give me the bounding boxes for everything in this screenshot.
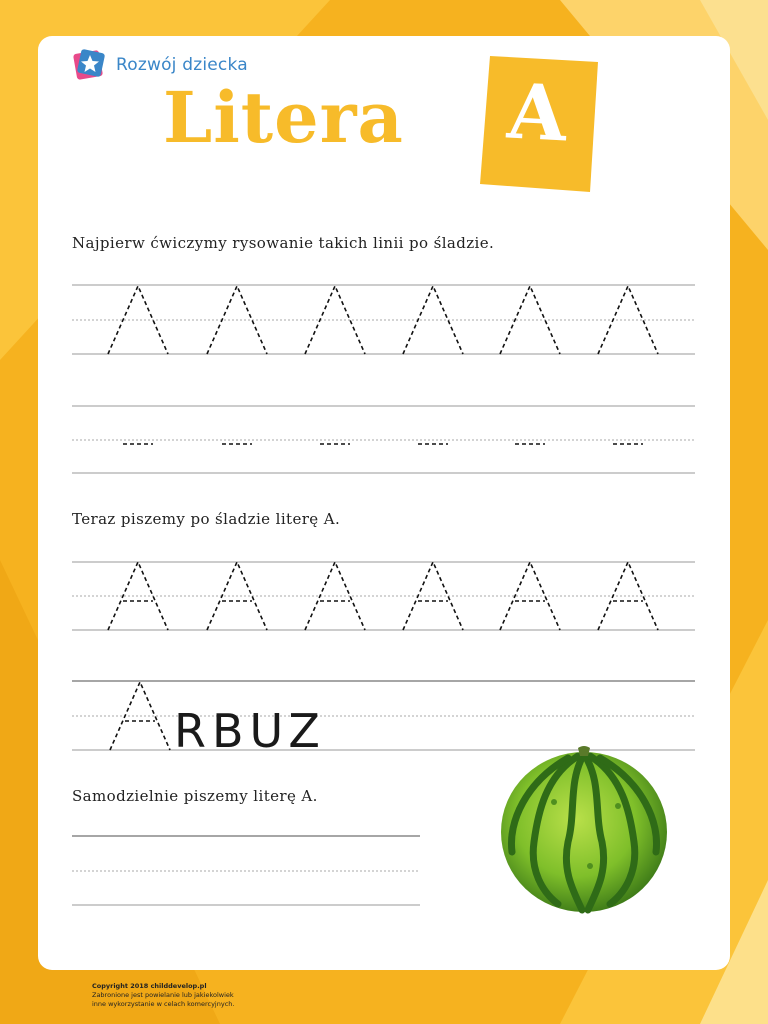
badge-letter: A [505, 66, 569, 159]
instruction-trace: Teraz piszemy po śladzie literę A. [72, 510, 341, 528]
copyright-notice [92, 982, 234, 1009]
instruction-free: Samodzielnie piszemy literę A. [72, 787, 318, 805]
brand-name: Rozwój dziecka [116, 55, 248, 75]
word-remainder: RBUZ [174, 704, 326, 758]
traced-letters-row [108, 562, 658, 630]
copyright-line: Zabronione jest powielanie lub jakiekolwiek [92, 991, 234, 999]
instruction-lines: Najpierw ćwiczymy rysowanie takich linii po śladzie. [72, 234, 495, 252]
copyright-line: Copyright 2018 childdevelop.pl [92, 982, 207, 990]
watermelon-image [498, 742, 670, 914]
copyright-line: inne wykorzystanie w celach komercyjnych. [92, 1000, 235, 1008]
page-title: Litera [163, 76, 404, 159]
traced-lines-row [108, 286, 658, 354]
